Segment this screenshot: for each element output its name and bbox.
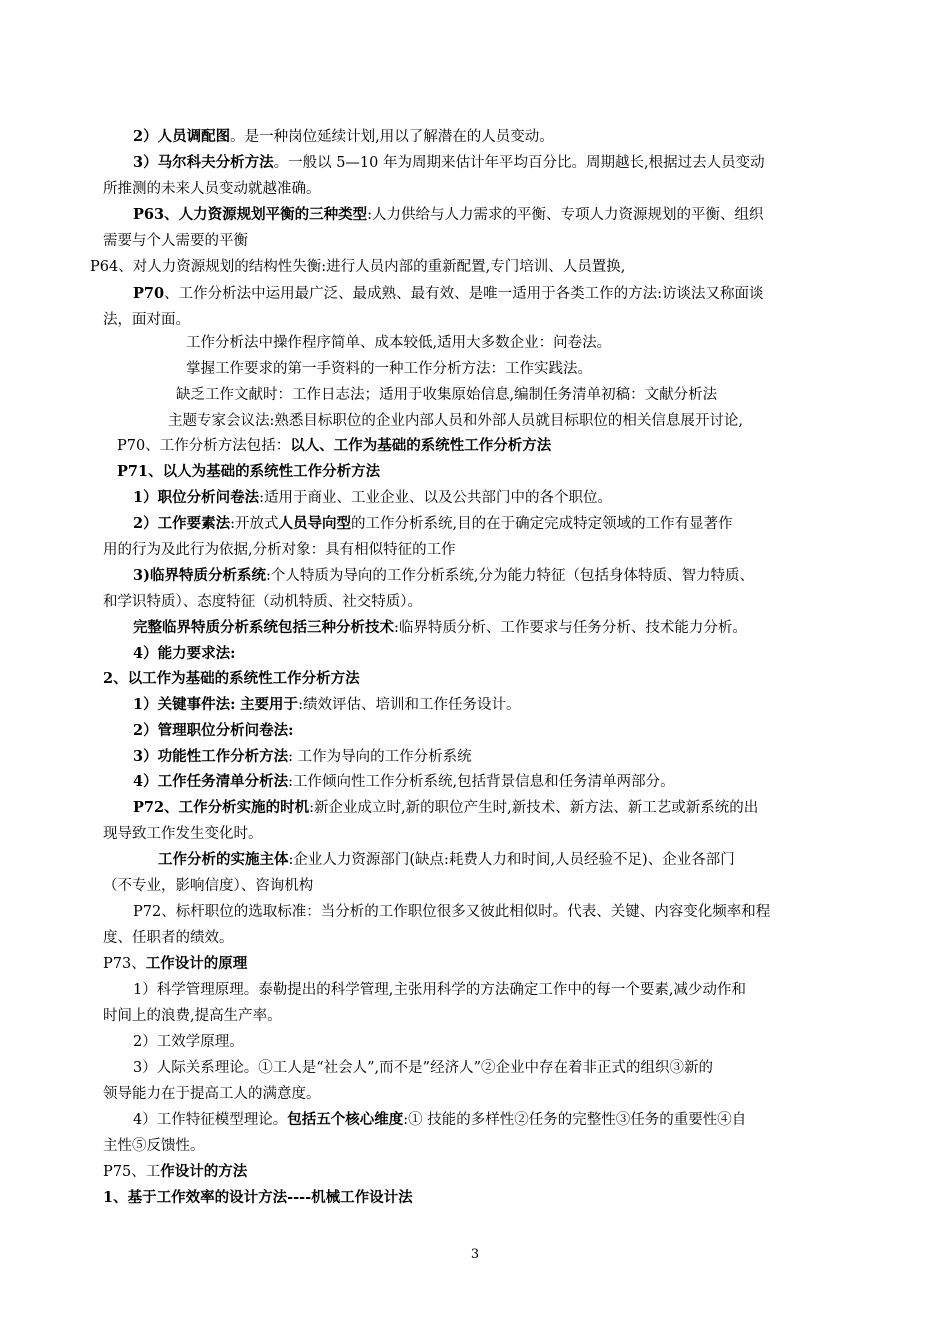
bold-text: 3）马尔科夫分析方法 bbox=[133, 154, 274, 171]
text-line bbox=[133, 747, 472, 767]
text-run: :企业人力资源部门(缺点:耗费人力和时间,人员经验不足)、企业各部门 bbox=[288, 852, 735, 868]
text-line bbox=[133, 284, 763, 304]
bold-text: 人员导向型 bbox=[278, 515, 351, 532]
text-line bbox=[103, 592, 422, 612]
text-line bbox=[133, 1058, 713, 1078]
bold-text: 1）职位分析问卷法 bbox=[133, 489, 260, 506]
text-run: （不专业，影响信度）、咨询机构 bbox=[103, 878, 314, 894]
text-run: 和学识特质）、态度特征（动机特质、社交特质）。 bbox=[103, 594, 422, 610]
text-line bbox=[103, 824, 263, 844]
text-run: :开放式 bbox=[230, 516, 279, 532]
text-run: :绩效评估、培训和工作任务设计。 bbox=[298, 697, 521, 713]
text-line bbox=[133, 618, 747, 638]
text-run: :① 技能的多样性②任务的完整性③任务的重要性④自 bbox=[403, 1112, 747, 1128]
bold-text: 工作分析的实施主体 bbox=[158, 851, 289, 868]
text-run: :人力供给与人力需求的平衡、专项人力资源规划的平衡、组织 bbox=[367, 207, 764, 223]
text-line bbox=[103, 928, 234, 948]
text-line bbox=[158, 850, 735, 870]
text-run: 主题专家会议法:熟悉目标职位的企业内部人员和外部人员就目标职位的相关信息展开讨论, bbox=[168, 413, 743, 429]
text-run: 。是一种岗位延续计划,用以了解潜在的人员变动。 bbox=[230, 129, 554, 145]
text-line bbox=[168, 411, 743, 431]
text-run: 缺乏工作文献时：工作日志法；适用于收集原始信息,编制任务清单初稿：文献分析法 bbox=[176, 387, 718, 403]
text-line bbox=[133, 980, 746, 1000]
bold-text: 以人、工作为基础的系统性工作分析方法 bbox=[290, 437, 552, 454]
text-line bbox=[133, 772, 675, 792]
text-run: :个人特质为导向的工作分析系统,分为能力特征（包括身体特质、智力特质、 bbox=[265, 568, 754, 584]
text-line bbox=[103, 954, 247, 974]
bold-text: 包括五个核心维度 bbox=[287, 1111, 404, 1128]
text-run: 的工作分析系统,目的在于确定完成特定领域的工作有显著作 bbox=[350, 516, 733, 532]
text-line bbox=[133, 1110, 746, 1130]
bold-text: 1、基于工作效率的设计方法----机械工作设计法 bbox=[103, 1189, 413, 1206]
text-run: P72、标杆职位的选取标准：当分析的工作职位很多又彼此相似时。代表、关键、内容变化频率和程 bbox=[133, 904, 771, 920]
text-run: P75、工 bbox=[103, 1164, 161, 1180]
text-run: 、工作分析法中运用最广泛、最成熟、最有效、是唯一适用于各类工作的方法:访谈法又称面谈 bbox=[164, 286, 764, 302]
text-line bbox=[133, 514, 733, 534]
text-line bbox=[103, 1188, 413, 1208]
text-line bbox=[133, 721, 293, 741]
text-run: 。一般以 5—10 年为周期来估计年平均百分比。周期越长,根据过去人员变动 bbox=[273, 155, 765, 171]
bold-text: P70 bbox=[133, 285, 165, 302]
page-number: 3 bbox=[470, 1247, 480, 1262]
text-run: P64、对人力资源规划的结构性失衡:进行人员内部的重新配置,专门培训、人员置换, bbox=[90, 259, 626, 275]
text-line bbox=[133, 1032, 244, 1052]
text-line bbox=[186, 359, 592, 379]
bold-text: P72、工作分析实施的时机 bbox=[133, 799, 310, 816]
text-run: 需要与个人需要的平衡 bbox=[103, 233, 248, 249]
text-run: :适用于商业、工业企业、以及公共部门中的各个职位。 bbox=[259, 490, 612, 506]
text-line bbox=[103, 876, 313, 896]
text-run: 1）科学管理原理。泰勒提出的科学管理,主张用科学的方法确定工作中的每一个要素,减少动作和 bbox=[133, 982, 746, 998]
text-run: 时间上的浪费,提高生产率。 bbox=[103, 1008, 282, 1024]
text-run: : 工作为导向的工作分析系统 bbox=[288, 749, 472, 765]
text-line bbox=[117, 462, 380, 482]
bold-text: P71、以人为基础的系统性工作分析方法 bbox=[117, 463, 381, 480]
text-run: :工作倾向性工作分析系统,包括背景信息和任务清单两部分。 bbox=[288, 774, 675, 790]
text-run: 用的行为及此行为依据,分析对象：具有相似特征的工作 bbox=[103, 542, 456, 558]
bold-text: 主要用于 bbox=[240, 696, 299, 713]
text-line bbox=[103, 179, 321, 199]
text-line bbox=[103, 231, 248, 251]
bold-text: P63、人力资源规划平衡的三种类型 bbox=[133, 206, 368, 223]
text-run: 3）人际关系理论。①工人是“社会人”,而不是”经济人”②企业中存在着非正式的组织③新的 bbox=[133, 1060, 713, 1076]
bold-text: 2、以工作为基础的系统性工作分析方法 bbox=[103, 670, 360, 687]
text-run: P73、 bbox=[103, 956, 146, 972]
text-line bbox=[133, 205, 763, 225]
bold-text: 4）工作任务清单分析法 bbox=[133, 773, 289, 790]
text-line bbox=[103, 310, 190, 330]
text-line bbox=[103, 540, 456, 560]
bold-text: 2）管理职位分析问卷法: bbox=[133, 722, 294, 739]
text-run: 度、任职者的绩效。 bbox=[103, 930, 234, 946]
text-run: 2）工效学原理。 bbox=[133, 1034, 244, 1050]
text-line bbox=[133, 488, 612, 508]
text-line bbox=[103, 669, 360, 689]
bold-text: 3)临界特质分析系统 bbox=[133, 567, 266, 584]
bold-text: 工作设计的原理 bbox=[145, 955, 248, 972]
bold-text: 2）工作要素法 bbox=[133, 515, 231, 532]
bold-text: 作设计的方法 bbox=[160, 1163, 248, 1180]
text-run: :新企业成立时,新的职位产生时,新技术、新方法、新工艺或新系统的出 bbox=[309, 800, 759, 816]
bold-text: 1）关键事件法: bbox=[133, 696, 236, 713]
text-run: 掌握工作要求的第一手资料的一种工作分析方法：工作实践法。 bbox=[186, 361, 592, 377]
bold-text: 2）人员调配图 bbox=[133, 128, 231, 145]
text-run: 4）工作特征模型理论。 bbox=[133, 1112, 288, 1128]
text-run: 现导致工作发生变化时。 bbox=[103, 826, 263, 842]
text-run: 法，面对面。 bbox=[103, 312, 190, 328]
text-line bbox=[133, 644, 235, 664]
text-line bbox=[133, 902, 770, 922]
bold-text: 4）能力要求法: bbox=[133, 645, 236, 662]
text-line bbox=[103, 1084, 321, 1104]
text-run: :临界特质分析、工作要求与任务分析、技术能力分析。 bbox=[394, 620, 747, 636]
text-line bbox=[186, 333, 611, 353]
text-run: 领导能力在于提高工人的满意度。 bbox=[103, 1086, 321, 1102]
text-line bbox=[103, 1006, 282, 1026]
text-line bbox=[133, 798, 758, 818]
text-line bbox=[90, 257, 625, 277]
bold-text: 3）功能性工作分析方法 bbox=[133, 748, 289, 765]
text-run: 所推测的未来人员变动就越准确。 bbox=[103, 181, 321, 197]
bold-text: 完整临界特质分析系统包括三种分析技术 bbox=[133, 619, 394, 636]
text-line bbox=[176, 385, 717, 405]
text-run: 主性⑤反馈性。 bbox=[103, 1138, 205, 1154]
text-line bbox=[133, 566, 754, 586]
text-line bbox=[133, 127, 554, 147]
text-line bbox=[133, 153, 765, 173]
text-line bbox=[103, 1136, 205, 1156]
text-line bbox=[117, 436, 551, 456]
text-line bbox=[103, 1162, 247, 1182]
text-run: 工作分析法中操作程序简单、成本较低,适用大多数企业：问卷法。 bbox=[186, 335, 612, 351]
text-line bbox=[133, 695, 520, 715]
text-run: P70、工作分析方法包括： bbox=[117, 438, 291, 454]
